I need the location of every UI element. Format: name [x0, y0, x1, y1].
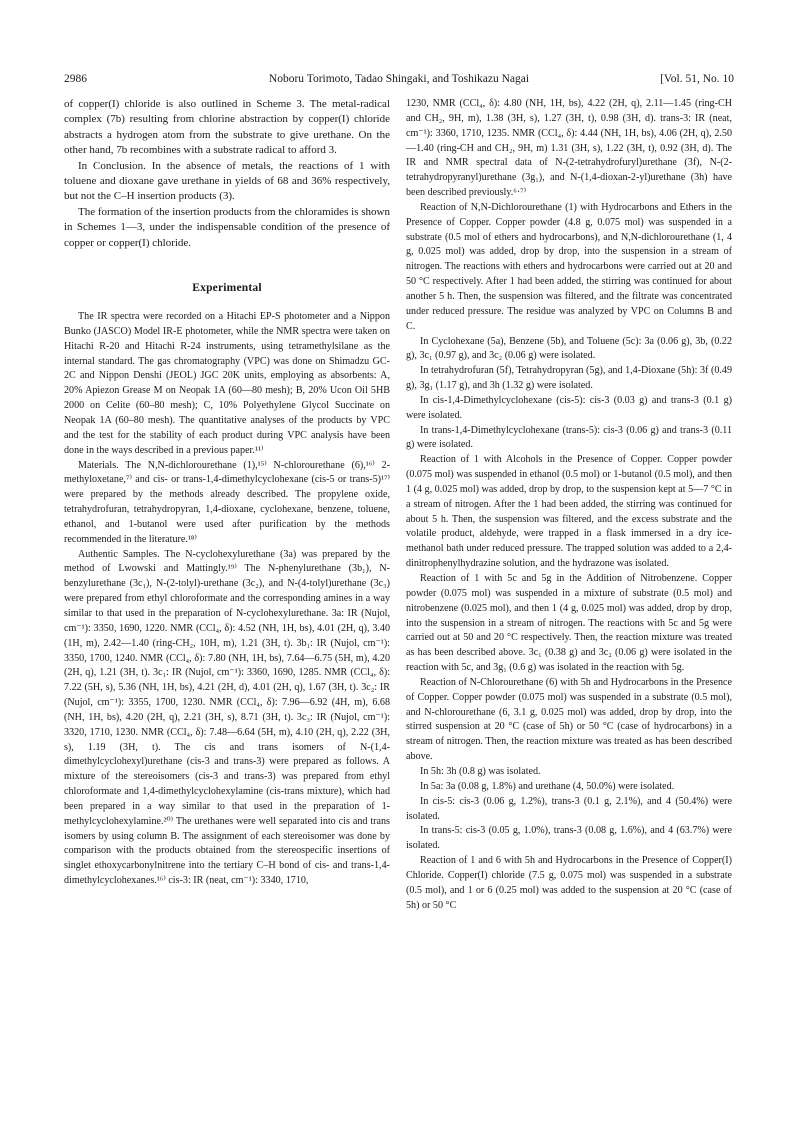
paragraph-alcohols: Reaction of 1 with Alcohols in the Presence of Copper. Copper powder (0.075 mol) was suspended in ethanol (0.5 mol) or 1-butanol (0.5 mol), and then 1 (4 g, 0.025 mol) was added, drop by drop, to the suspension kept at 5—7 °C in a stream of nitrogen. After the 1 had been added, the stirring was continued for about 5 h. Then, the suspension was filtered, and the excess substrate and the volatile product, aldehyde, were trapped in a flask immersed in a dry ice-methanol bath under reduced pressure. The trapped solution was added to a 2,4-dinitrophenylhydrazine solution, and the hydrazone was isolated. [406, 454, 732, 570]
page-number: 2986 [64, 73, 87, 85]
paragraph-in-5h: In 5h: 3h (0.8 g) was isolated. [420, 765, 541, 777]
paragraph-trans5: In trans-1,4-Dimethylcyclohexane (trans-5): cis-3 (0.06 g) and trans-3 (0.11 g) were isolated. [406, 424, 732, 451]
paragraph-cis5: In cis-1,4-Dimethylcyclohexane (cis-5): cis-3 (0.03 g) and trans-3 (0.1 g) were isolated. [406, 394, 732, 421]
paragraph-in-5a: In 5a: 3a (0.08 g, 1.8%) and urethane (4, 50.0%) were isolated. [420, 780, 675, 792]
section-title-experimental: Experimental [192, 282, 262, 295]
paragraph-cyclohexane: In Cyclohexane (5a), Benzene (5b), and Toluene (5c): 3a (0.06 g), 3b, (0.22 g), 3c₁ (0.97 g), and 3c₂ (0.06 g) were isolated. [406, 335, 732, 362]
left-column [64, 97, 390, 889]
paragraph-nitrobenzene: Reaction of 1 with 5c and 5g in the Addition of Nitrobenzene. Copper powder (0.075 mol) was suspended in a mixture of substrate (0.5 mol) and nitrobenzene (0.025 mol), and then 1 (4 g, 0.025 mol) was added, drop by drop, into the suspension in a stream of nitrogen. The reactions with 5c and 5g were carried out at 50 and 20 °C respectively. Then, the reaction mixture was treated as has been described above. 3c₁ (0.38 g) and 3c₂ (0.06 g) were isolated in the reaction with 5c, and 3g₁ (0.6 g) was isolated in the reaction with 5g. [406, 573, 732, 674]
paragraph-tetrahydrofuran: In tetrahydrofuran (5f), Tetrahydropyran (5g), and 1,4-Dioxane (5h): 3f (0.49 g), 3g₁ (1.17 g), and 3h (1.32 g) were isolated. [406, 365, 732, 392]
paragraph-formation: The formation of the insertion products from the chloramides is shown in Schemes 1—3, under the indispensable condition of the presence of copper or copper(I) chloride. [64, 205, 390, 249]
paragraph-reaction-hydrocarbons: Reaction of N,N-Dichlorourethane (1) with Hydrocarbons and Ethers in the Presence of Copper. Copper powder (4.8 g, 0.075 mol) was suspended in a substrate (0.5 mol of ethers and hydrocarbons), and N,N-dichlorourethane (1, 4 g, 0.025 mol) was added, drop by drop, into the suspension in a stream of nitrogen. The reactions with ethers and hydrocarbons were carried out at 20 and 50 °C respectively. After 1 had been added, the stirring was continued for about another 5 h. Then, the suspension was filtered, and the filtrate was concentrated under reduced pressure. The residue was analyzed by VPC on Columns B and C. [406, 201, 732, 332]
paragraph-scheme3: of copper(I) chloride is also outlined in Scheme 3. The metal-radical complex (7b) resulting from chlorine abstraction by copper(I) chloride abstracts a hydrogen atom from the substrate to give urethane. On the other hand, 7b recombines with a substrate radical to afford 3. [64, 98, 390, 157]
header-volume: [Vol. 51, No. 10 [660, 73, 734, 85]
running-header [64, 71, 734, 87]
paragraph-in-trans5: In trans-5: cis-3 (0.05 g, 1.0%), trans-3 (0.08 g, 1.6%), and 4 (63.7%) were isolated. [406, 825, 732, 852]
header-authors: Noboru Torimoto, Tadao Shingaki, and Toshikazu Nagai [268, 73, 530, 85]
right-column [406, 97, 732, 913]
paragraph-n-chlorourethane: Reaction of N-Chlorourethane (6) with 5h and Hydrocarbons in the Presence of Copper. Copper powder (0.075 mol) was suspended in a substrate (0.5 mol), and N-chlorourethane (6, 3.1 g, 0.025 mol) was added, drop by drop, into the stirred suspension at 20 °C (case of 5h) or 50 °C (case of hydrocarbons) in a stream of nitrogen. Then, the reaction mixture was treated as has been described above. [406, 676, 732, 763]
paragraph-instruments: The IR spectra were recorded on a Hitachi EP-S photometer and a Nippon Bunko (JASCO) Model IR-E photometer, while the NMR spectra were taken on Hitachi R-20 and Hitachi R-24 instruments, using tetramethylsilane as the internal standard. The gas chromatography (VPC) was done on Shimadzu GC-2C and Nippon Denshi (JEOL) JGC 20K units, employing as absorbents: A, 20% Apiezon Grease M on Neopak 1A (60—80 mesh); B, 20% Ucon Oil 5HB 2000 on Celite (60–80 mesh); C, 10% Polyethylene Glycol Succinate on Neopak 1A (60–80 mesh). The quantitative analyses of the products by VPC and the test for the stability of each product during VPC analysis have been done in the ways described in a previous paper.¹¹⁾ [64, 311, 390, 456]
paragraph-materials: Materials. The N,N-dichlorourethane (1),¹⁵⁾ N-chlorourethane (6),¹⁶⁾ 2-methyloxetane,⁷⁾ and cis- or trans-1,4-dimethylcyclohexane (cis-5 or trans-5)¹⁷⁾ were prepared by the methods already described. The propylene oxide, tetrahydrofuran, tetrahydropyran, 1,4-dioxane, cyclohexane, benzene, toluene, ethanol, and 1-butanol were used after purification by the methods recommended in the literature.¹⁸⁾ [64, 459, 390, 545]
paragraph-in-cis5: In cis-5: cis-3 (0.06 g, 1.2%), trans-3 (0.1 g, 2.1%), and 4 (50.4%) were isolated. [406, 795, 732, 822]
paragraph-copper-chloride: Reaction of 1 and 6 with 5h and Hydrocarbons in the Presence of Copper(I) Chloride. Copper(I) chloride (7.5 g, 0.075 mol) was suspended in a substrate (0.5 mol), and 1 or 6 (0.25 mol) was added to the suspension at 20 °C (case of 5h) or 50 °C [406, 855, 732, 911]
paragraph-conclusion: In Conclusion. In the absence of metals, the reactions of 1 with toluene and dioxane gave urethane in yields of 68 and 36% respectively, but not the C–H insertion products (3). [64, 159, 390, 203]
paragraph-nmr-data: 1230, NMR (CCl₄, δ): 4.80 (NH, 1H, bs), 4.22 (2H, q), 2.11—1.45 (ring-CH and CH₂, 9H, m), 1.38 (3H, s), 1.27 (3H, t), 0.98 (3H, d). trans-3: IR (neat, cm⁻¹): 3360, 1710, 1235. NMR (CCl₄, δ): 4.44 (NH, 1H, bs), 4.06 (2H, q), 2.50—1.40 (ring-CH and CH₂, 9H, m) 1.31 (3H, s), 1.22 (3H, t), 0.92 (3H, d). The IR and NMR spectral data of N-(2-tetrahydrofuryl)urethane (3f), N-(2-tetrahydropyranyl)urethane (3g₁), and N-(1,4-dioxan-2-yl)urethane (3h) have been described previously.⁶·⁷⁾ [406, 98, 732, 199]
paragraph-authentic-samples: Authentic Samples. The N-cyclohexylurethane (3a) was prepared by the method of Lwowski and Mattingly.¹⁹⁾ The N-phenylurethane (3b₁), N-benzylurethane (3c₁), N-(2-tolyl)-urethane (3c₂), and N-(4-tolyl)urethane (3c₃) were prepared from ethyl chloroformate and the corresponding amines in a way similar to that used in the preparation of N-cyclohexylurethane. 3a: IR (Nujol, cm⁻¹): 3350, 1690, 1220. NMR (CCl₄, δ): 4.52 (NH, 1H, bs), 4.01 (2H, q), 3.40 (1H, m), 2.42—1.40 (ring-CH₂, 10H, m), 1.21 (3H, t). 3b₁: IR (Nujol, cm⁻¹): 3350, 1700, 1240. NMR (CCl₄, δ): 7.80 (NH, 1H, bs), 7.64—6.75 (5H, m), 4.20 (2H, q), 1.21 (3H, t). 3c₁: IR (Nujol, cm⁻¹): 3360, 1690, 1285. NMR (CCl₄, δ): 7.22 (5H, s), 5.36 (NH, 1H, bs), 4.21 (2H, d), 4.01 (2H, q), 1.67 (3H, t). 3c₂: IR (Nujol, cm⁻¹): 3355, 1700, 1230. NMR (CCl₄, δ): 7.96—6.92 (4H, m), 6.68 (NH, 1H, bs), 4.20 (2H, q), 2.21 (3H, s), 8.71 (3H, t). 3c₃: IR (Nujol, cm⁻¹): 3320, 1710, 1230. NMR (CCl₄, δ): 7.48—6.64 (5H, m), 4.10 (2H, q), 2.22 (3H, s), 1.19 (3H, t). The cis and trans isomers of N-(1,4-dimethylcyclohexyl)urethane (cis-3 and trans-3) were prepared as follows. A mixture of the stereoisomers (cis-3 and trans-3) was prepared from ethyl chloroformate and 1,4-dimethylcyclohexylamine (cis-trans mixture), which had been prepared in a way similar to that used in the preparation of 1-methylcyclohexylamine.²⁰⁾ The urethanes were well separated into cis and trans isomers by using column B. The assignment of each stereoisomer was done by comparison with the products obtained from the stereospecific insertions of singlet ethoxycarbonylnitrene into the tertiary C–H bond of cis- and trans-1,4-dimethylcyclohexanes.¹⁶⁾ cis-3: IR (neat, cm⁻¹): 3340, 1710, [64, 548, 390, 887]
